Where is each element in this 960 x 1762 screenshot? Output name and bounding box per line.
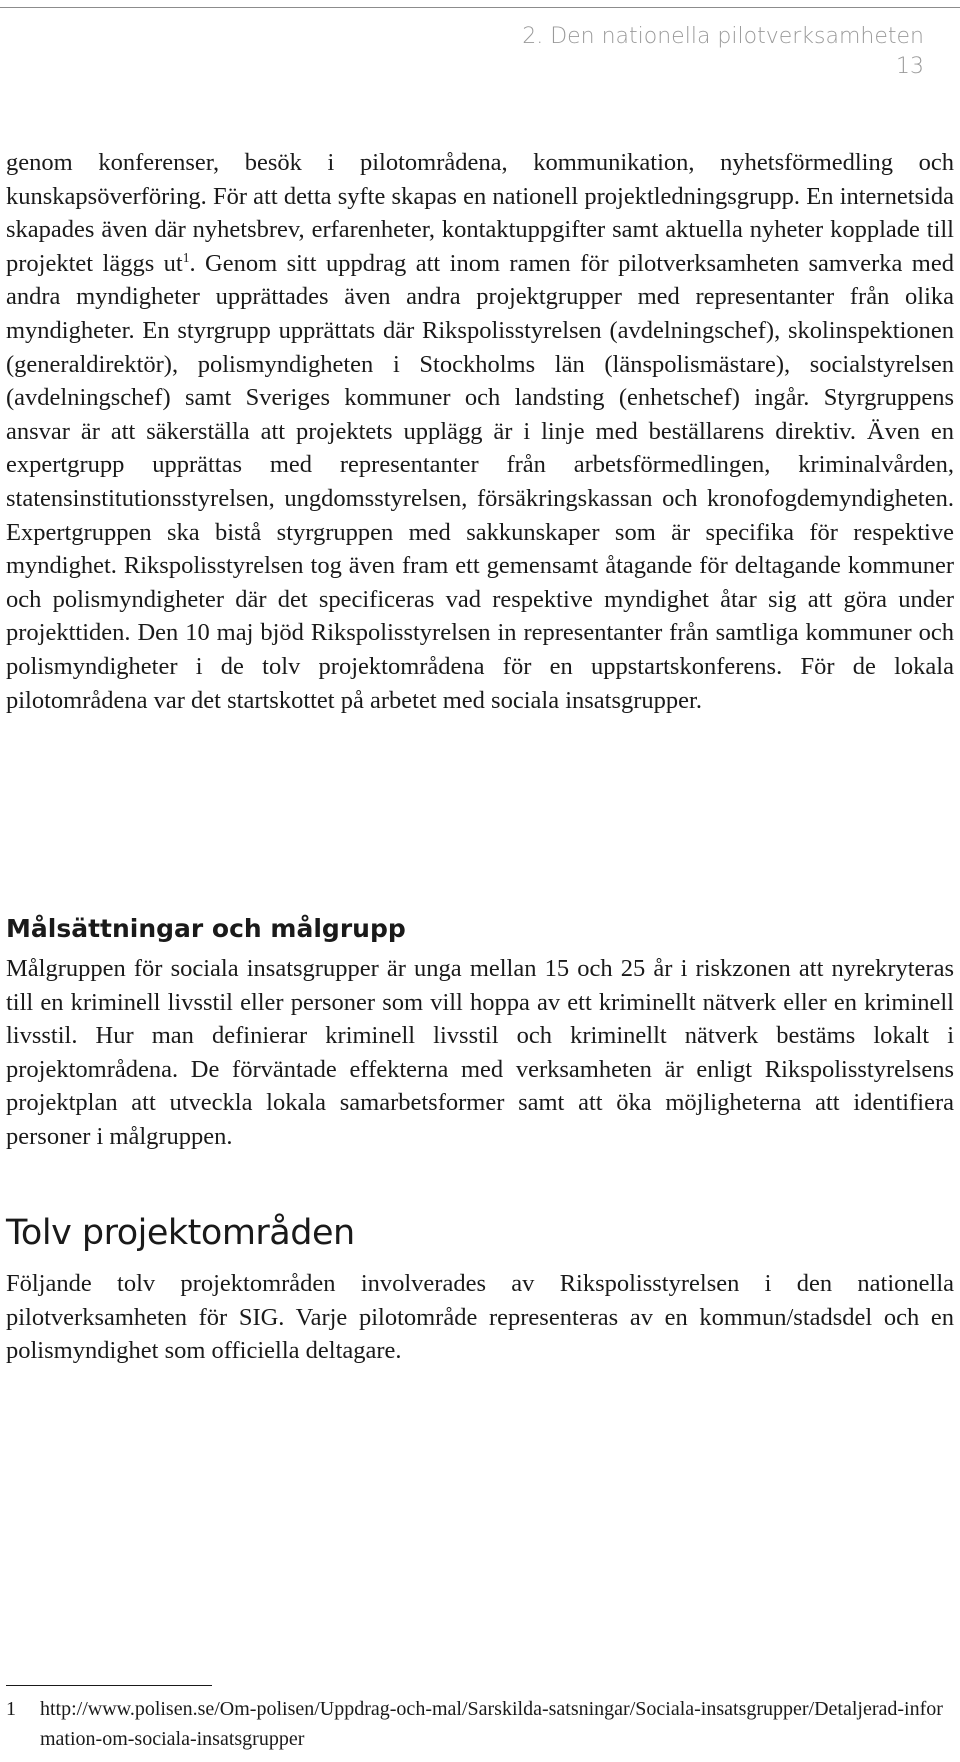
- chapter-title: 2. Den nationella pilotverksamheten: [522, 24, 924, 49]
- footnote-number: 1: [6, 1698, 16, 1720]
- tolv-paragraph: Följande tolv projektområden involverades av Rikspolisstyrelsen i den nationella pilotverksamheten för SIG. Varje pilotområde representeras av en kommun/stadsdel och en polismyndighet som officiella deltagare.: [6, 1270, 954, 1365]
- malgrupp-paragraph: Målgruppen för sociala insatsgrupper är unga mellan 15 och 25 år i riskzonen att nyrekryteras till en kriminell livsstil eller personer som vill hoppa av ett kriminellt nätverk eller en kriminell livsstil. Hur man definierar kriminell livsstil och kriminellt nätverk bestäms lokalt i projektområdena. De förväntade effekterna med verksamheten är enligt Rikspolisstyrelsens projektplan att utveckla lokala samarbetsformer samt att öka möjligheterna att identifiera personer i målgruppen.: [6, 955, 954, 1150]
- intro-paragraph: [6, 146, 954, 717]
- running-header: [522, 22, 924, 82]
- heading-tolv-projektomraden: Tolv projektområden: [6, 1213, 355, 1253]
- footnote-link[interactable]: http://www.polisen.se/Om-polisen/Uppdrag-och-mal/Sarskilda-satsningar/Sociala-insatsgrupper/Detaljerad-information-om-sociala-insatsgrupper: [40, 1698, 943, 1750]
- heading-malsattningar: Målsättningar och målgrupp: [6, 914, 406, 943]
- header-rule: [0, 7, 960, 8]
- intro-text-part1: genom konferenser, besök i pilotområdena, kommunikation, nyhetsförmedling och kunskapsöverföring. För att detta syfte skapas en nationell projektledningsgrupp. En internetsida skapades även där nyhetsbrev, erfarenheter, kontaktuppgifter samt aktuella nyheter kopplade till projektet läggs ut: [6, 149, 954, 277]
- footnote-reference[interactable]: 1: [182, 249, 190, 265]
- page-number: 13: [896, 54, 924, 79]
- footnote-rule: [6, 1685, 212, 1686]
- intro-text-part2: . Genom sitt uppdrag att inom ramen för pilotverksamheten samverka med andra myndigheter upprättades även andra projektgrupper med representanter från olika myndigheter. En styrgrupp upprättats där Rikspolisstyrelsen (avdelningschef), skolinspektionen (generaldirektör), polismyndigheten i Stockholms län (länspolismästare), socialstyrelsen (avdelningschef) samt Sveriges kommuner och landsting (enhetschef) ingår. Styrgruppens ansvar är att säkerställa att projektets upplägg är i linje med beställarens direktiv. Även en expertgrupp upprättas med representanter från arbetsförmedlingen, kriminalvården, statensinstitutionsstyrelsen, ungdomsstyrelsen, försäkringskassan och kronofogdemyndigheten. Expertgruppen ska bistå styrgruppen med sakkunskaper som är specifika för respektive myndighet. Rikspolisstyrelsen tog även fram ett gemensamt åtagande för deltagande kommuner och polismyndigheter där det specificeras vad respektive myndighet åtar sig att göra under projekttiden. Den 10 maj bjöd Rikspolisstyrelsen in representanter från samtliga kommuner och polismyndigheter i de tolv projektområdena för en uppstartskonferens. För de lokala pilotområdena var det startskottet på arbetet med sociala insatsgrupper.: [6, 249, 954, 714]
